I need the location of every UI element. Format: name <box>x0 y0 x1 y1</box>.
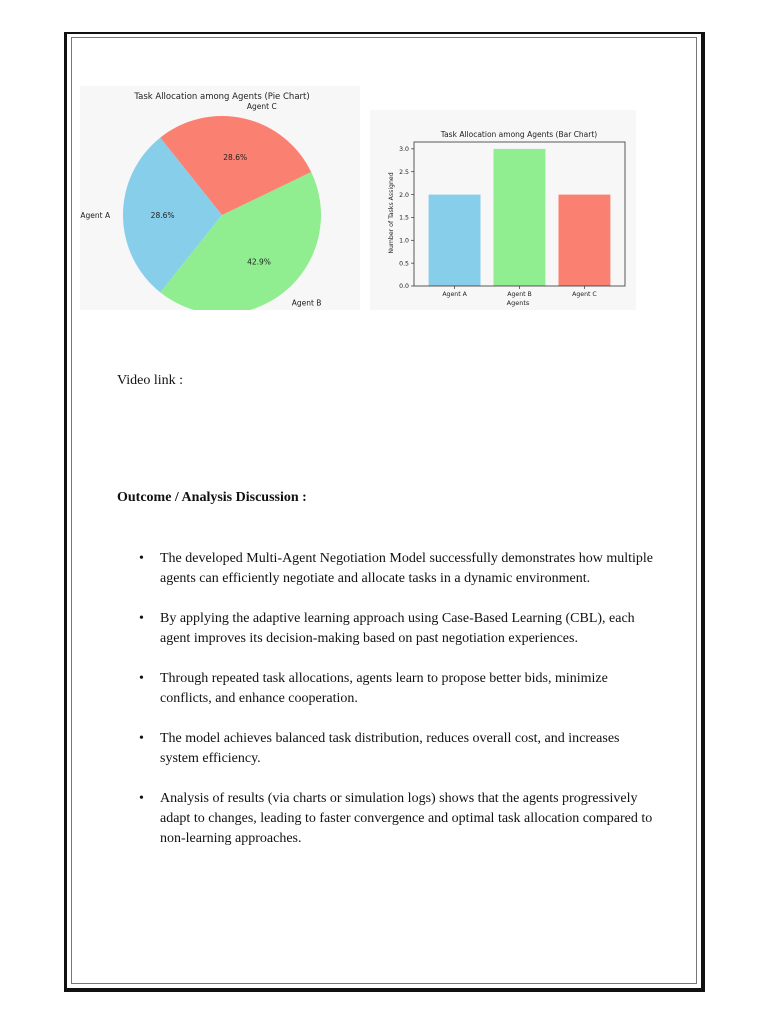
list-item <box>139 729 659 769</box>
bullet-icon: • <box>139 611 144 626</box>
y-tick-label: 0.5 <box>399 260 409 268</box>
list-item <box>139 549 659 589</box>
pie-chart-panel <box>80 86 360 310</box>
list-item <box>139 789 659 849</box>
pie-percent-label: 42.9% <box>247 257 271 267</box>
list-item-text: The model achieves balanced task distribution, reduces overall cost, and increases system efficiency. <box>160 731 620 766</box>
list-item-text: Through repeated task allocations, agents learn to propose better bids, minimize conflicts, and enhance cooperation. <box>160 671 608 706</box>
bar-chart-xlabel: Agents <box>506 299 530 307</box>
bar-chart-ylabel: Number of Tasks Assigned <box>388 172 395 254</box>
bar-chart-panel <box>370 110 636 310</box>
bar-chart-title: Task Allocation among Agents (Bar Chart) <box>440 130 598 139</box>
list-item-text: Analysis of results (via charts or simulation logs) shows that the agents progressively adapt to changes, leading to faster convergence and optimal task allocation compared to non-learning approaches. <box>160 791 653 846</box>
x-tick-label: Agent C <box>572 291 597 298</box>
section-heading: Outcome / Analysis Discussion : <box>117 490 307 505</box>
bar-agent-a <box>429 195 481 286</box>
outcome-bullet-list <box>139 549 659 849</box>
list-item-text: By applying the adaptive learning approach using Case-Based Learning (CBL), each agent improves its decision-making based on past negotiation experiences. <box>160 611 635 646</box>
bar-agent-b <box>494 149 546 286</box>
bullet-icon: • <box>139 731 144 746</box>
bar-chart <box>370 110 636 310</box>
bar-agent-c <box>559 195 611 286</box>
pie-chart-title: Task Allocation among Agents (Pie Chart) <box>134 92 310 102</box>
pie-percent-label: 28.6% <box>150 211 175 220</box>
bullet-icon: • <box>139 791 144 806</box>
bullet-icon: • <box>139 551 144 566</box>
list-item <box>139 669 659 709</box>
x-tick-label: Agent B <box>507 291 532 298</box>
x-tick-label: Agent A <box>442 291 467 298</box>
pie-category-label: Agent C <box>246 101 277 111</box>
y-tick-label: 3.0 <box>399 146 409 154</box>
y-tick-label: 1.5 <box>399 214 409 222</box>
pie-category-label: Agent A <box>80 211 111 220</box>
y-tick-label: 2.5 <box>399 168 409 176</box>
y-tick-label: 1.0 <box>399 237 409 245</box>
y-tick-label: 2.0 <box>399 191 409 199</box>
pie-percent-label: 28.6% <box>223 153 248 163</box>
video-link-label: Video link : <box>117 373 184 388</box>
pie-category-label: Agent B <box>291 298 322 308</box>
list-item-text: The developed Multi-Agent Negotiation Model successfully demonstrates how multiple agents can efficiently negotiate and allocate tasks in a dynamic environment. <box>160 551 654 586</box>
y-tick-label: 0.0 <box>399 283 409 291</box>
bullet-icon: • <box>139 671 144 686</box>
list-item <box>139 609 659 649</box>
pie-chart <box>80 86 360 310</box>
